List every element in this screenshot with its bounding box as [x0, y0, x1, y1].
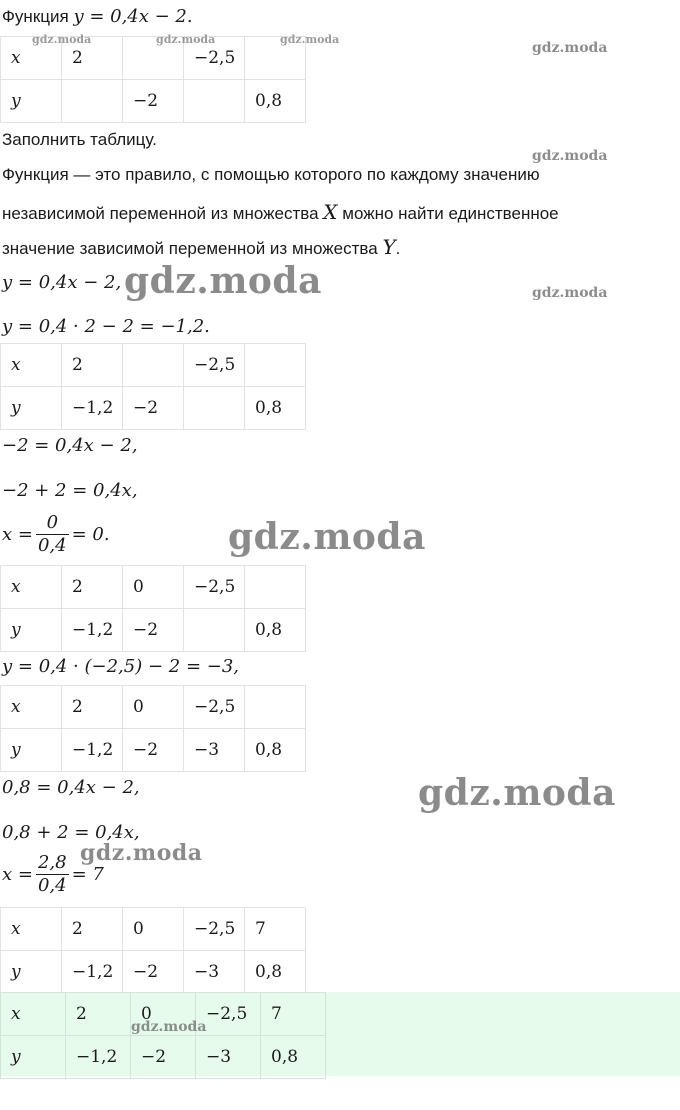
table-cell: −2 — [123, 387, 184, 430]
task-text: Заполнить таблицу. — [2, 130, 157, 149]
table-cell: −2 — [123, 951, 184, 994]
equation: y = 0,4 · (−2,5) − 2 = −3, — [2, 656, 239, 677]
watermark: gdz.moda — [228, 516, 426, 558]
table-cell: x — [1, 993, 66, 1036]
watermark: gdz.moda — [124, 260, 322, 302]
table-cell: y — [1, 387, 62, 430]
table-cell: −1,2 — [62, 387, 123, 430]
equation: 0,8 + 2 = 0,4x, — [2, 822, 140, 843]
watermark: gdz.moda — [532, 148, 608, 164]
equation: y = 0,4x − 2, — [2, 272, 122, 293]
table-cell: −3 — [196, 1036, 261, 1079]
value-table-4 — [0, 685, 306, 772]
watermark: gdz.moda — [80, 840, 203, 866]
table-cell: −2,5 — [184, 908, 245, 951]
table-cell: 2 — [66, 993, 131, 1036]
table-cell — [245, 566, 306, 609]
table-cell: x — [1, 908, 62, 951]
table-cell: 0 — [123, 908, 184, 951]
definition-line-1: Функция — это правило, с помощью которого по каждому значению — [2, 165, 540, 184]
table-cell: y — [1, 951, 62, 994]
table-cell: x — [1, 566, 62, 609]
watermark: gdz.moda — [32, 33, 92, 46]
table-cell: −2,5 — [196, 993, 261, 1036]
table-cell: x — [1, 344, 62, 387]
table-cell: 0,8 — [245, 609, 306, 652]
table-cell — [62, 80, 123, 123]
watermark: gdz.moda — [156, 33, 216, 46]
problem-header — [2, 6, 193, 27]
table-cell — [184, 80, 245, 123]
watermark: gdz.moda — [131, 1019, 207, 1035]
table-cell: 0,8 — [261, 1036, 326, 1079]
table-cell: −2 — [123, 609, 184, 652]
definition-line-2 — [2, 200, 559, 224]
value-table-1 — [0, 36, 306, 123]
table-cell: 2 — [62, 908, 123, 951]
table-cell: −1,2 — [66, 1036, 131, 1079]
value-table-3 — [0, 565, 306, 652]
definition-text: . — [395, 239, 401, 258]
definition-text: значение зависимой переменной из множества — [2, 239, 378, 258]
table-row-x — [1, 344, 306, 387]
function-label: Функция — [2, 7, 69, 26]
equation-rhs: = 7 — [71, 864, 104, 885]
table-cell: 2 — [62, 344, 123, 387]
watermark: gdz.moda — [418, 772, 616, 814]
table-cell: −2,5 — [184, 566, 245, 609]
table-cell: 2 — [62, 37, 123, 80]
value-table-5 — [0, 907, 306, 994]
table-cell: y — [1, 80, 62, 123]
set-y-symbol: Y — [382, 235, 396, 259]
fraction-denominator: 0,4 — [37, 875, 67, 896]
fraction-numerator: 0 — [36, 512, 69, 535]
watermark: gdz.moda — [532, 40, 608, 56]
table-cell: 0,8 — [245, 387, 306, 430]
table-cell — [245, 344, 306, 387]
table-cell: −2,5 — [184, 686, 245, 729]
table-row-x — [1, 686, 306, 729]
table-cell: 0 — [131, 993, 196, 1036]
table-cell: 0,8 — [245, 951, 306, 994]
table-cell: −2,5 — [184, 37, 245, 80]
table-cell: −1,2 — [62, 729, 123, 772]
table-cell: 7 — [245, 908, 306, 951]
watermark: gdz.moda — [280, 33, 340, 46]
equation: −2 = 0,4x − 2, — [2, 435, 138, 456]
table-cell — [245, 686, 306, 729]
fraction — [36, 852, 69, 897]
equation: y = 0,4 · 2 − 2 = −1,2. — [2, 316, 210, 337]
table-row-y — [1, 609, 306, 652]
table-cell: 0 — [123, 566, 184, 609]
table-row-y — [1, 1036, 326, 1079]
table-cell: 7 — [261, 993, 326, 1036]
fraction-denominator: 0,4 — [37, 535, 67, 556]
table-cell: −2,5 — [184, 344, 245, 387]
table-cell: −2 — [131, 1036, 196, 1079]
fraction-equation — [2, 512, 110, 557]
fraction-numerator: 2,8 — [37, 852, 67, 873]
table-cell: −2 — [123, 729, 184, 772]
table-row-x — [1, 908, 306, 951]
table-cell: −3 — [184, 951, 245, 994]
definition-text: независимой переменной из множества — [2, 204, 319, 223]
definition-line-3 — [2, 235, 400, 259]
table-cell: −2 — [123, 80, 184, 123]
table-row-y — [1, 80, 306, 123]
value-table-2 — [0, 343, 306, 430]
table-cell — [184, 609, 245, 652]
equation: −2 + 2 = 0,4x, — [2, 480, 138, 501]
table-row-x — [1, 566, 306, 609]
table-cell: x — [1, 37, 62, 80]
table-cell: y — [1, 729, 62, 772]
equation: 0,8 = 0,4x − 2, — [2, 777, 140, 798]
equation-lhs: x = — [2, 864, 33, 885]
table-cell — [184, 387, 245, 430]
equation-lhs: x = — [2, 524, 33, 545]
table-row-y — [1, 729, 306, 772]
function-formula: y = 0,4x − 2. — [73, 6, 193, 27]
table-cell: −1,2 — [62, 609, 123, 652]
table-cell: 0 — [123, 686, 184, 729]
definition-text: можно найти единственное — [342, 204, 559, 223]
answer-table — [0, 992, 326, 1079]
table-cell: −1,2 — [62, 951, 123, 994]
fraction — [36, 512, 69, 557]
table-cell: 2 — [62, 686, 123, 729]
table-cell — [123, 344, 184, 387]
table-row-y — [1, 951, 306, 994]
table-cell: −3 — [184, 729, 245, 772]
table-cell: 0,8 — [245, 80, 306, 123]
table-row-y — [1, 387, 306, 430]
table-cell: y — [1, 1036, 66, 1079]
watermark: gdz.moda — [532, 285, 608, 301]
table-cell: y — [1, 609, 62, 652]
table-cell: x — [1, 686, 62, 729]
set-x-symbol: X — [323, 200, 338, 224]
table-cell: 2 — [62, 566, 123, 609]
equation-rhs: = 0. — [71, 524, 110, 545]
table-cell: 0,8 — [245, 729, 306, 772]
